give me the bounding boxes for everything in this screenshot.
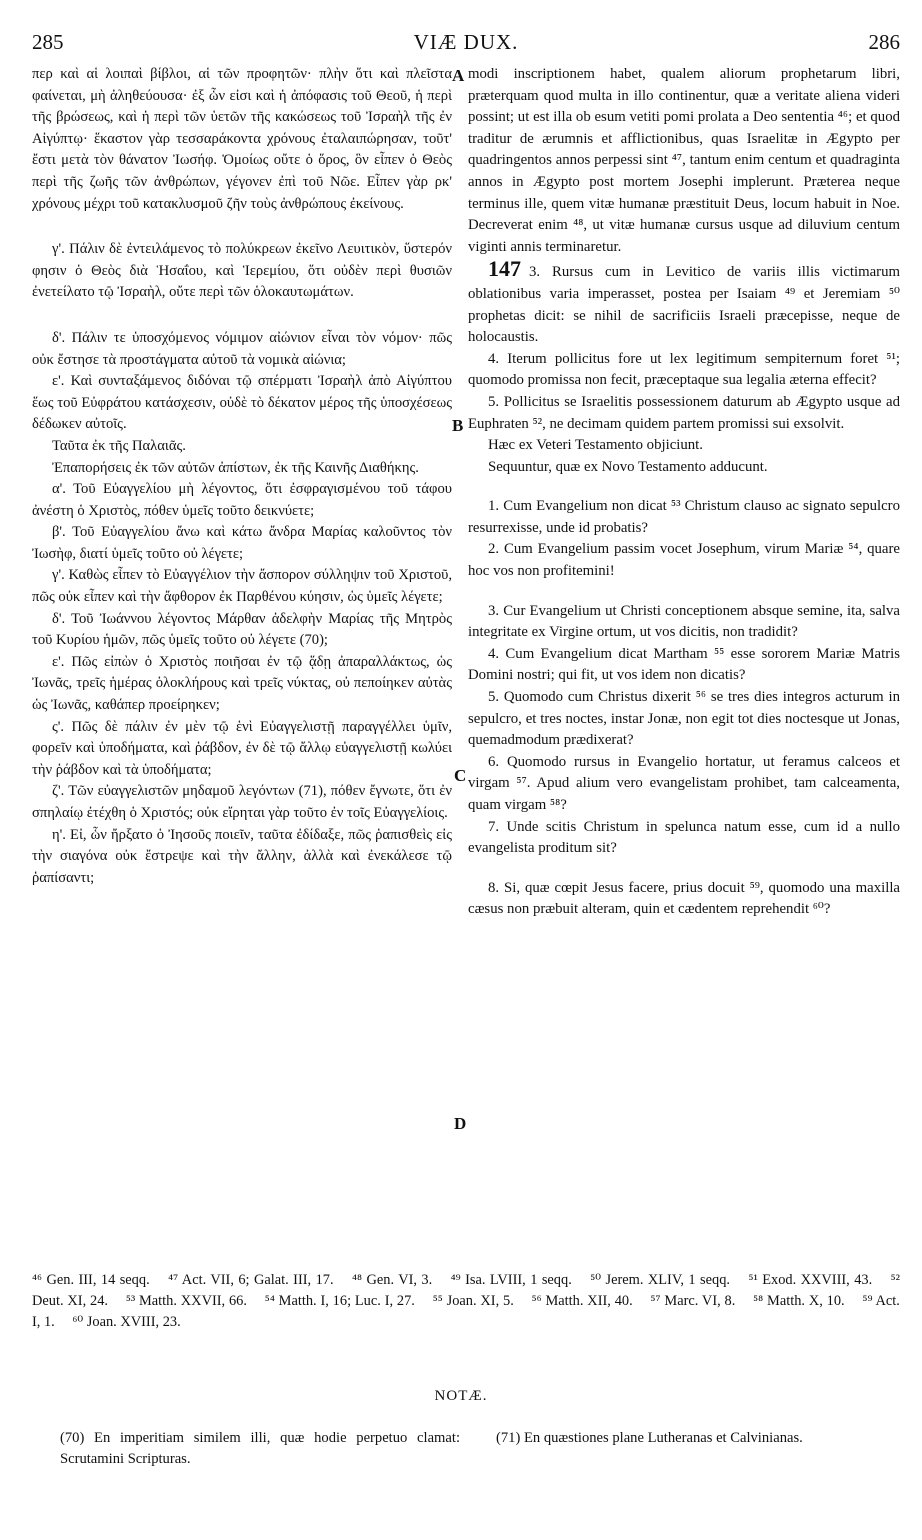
greek-paragraph: περ καὶ αἱ λοιπαὶ βίβλοι, αἱ τῶν προφητῶν· πλὴν ὅτι καὶ πλεῖστα φαίνεται, μὴ ἀληθεύουσα· ἐξ ὧν εἰσι καὶ ἡ ἀπόφασις τοῦ Θεοῦ, ἡ περὶ τῆς βρώσεως, καὶ ἡ περὶ τῶν ὑετῶν τῆς κακώσεως τοῦ Ἰσραὴλ τῆς ἐν Αἰγύπτῳ· ἕκαστον γὰρ τεσσαράκοντα χρόνους ἐταλαιπώρησαν, τοῦτ' ἔστι μετὰ τὸν θάνατον Ἰωσήφ. Ὁμοίως οὔτε ὁ ὅρος, ὃν εἶπεν ὁ Θεὸς περὶ τῆς ζωῆς τῶν ἀνθρώπων, γέγονεν ἐπὶ τοῦ Νῶε. Εἶπεν γὰρ ρκ' χρόνους μέχρι τοῦ κατακλυσμοῦ ζῆν τοὺς ἀνθρώπους ἐκείνους. [32, 66, 452, 212]
greek-paragraph: δ'. Τοῦ Ἰωάννου λέγοντος Μάρθαν ἀδελφὴν Μαρίας τῆς Μητρὸς τοῦ Κυρίου ἡμῶν, πῶς ὑμεῖς τοῦτο οὐ λέγετε (70); [32, 610, 452, 649]
latin-paragraph: 4. Iterum pollicitus fore ut lex legitimum sempiternum foret ⁵¹; quomodo promissa non fecit, præceptaque sua legalia æterna effecit? [468, 350, 900, 389]
running-title: VIÆ DUX. [413, 30, 519, 54]
margin-marker-b: B [452, 416, 464, 435]
footnote: ⁴⁹ Isa. LVIII, 1 seqq. [450, 1272, 572, 1288]
greek-paragraph: ε'. Καὶ συνταξάμενος διδόναι τῷ σπέρματι Ἰσραὴλ ἀπὸ Αἰγύπτου ἕως τοῦ Εὐφράτου κατάσχεσιν, οὐδὲ τὸ δέκατον μέρος τῆς ὑποσχέσεως δέδωκεν αὐτοῖς. [32, 373, 452, 433]
footnote: ⁴⁷ Act. VII, 6; Galat. III, 17. [168, 1272, 334, 1288]
footnote: ⁵² Deut. XI, 24. [32, 1272, 900, 1309]
greek-paragraph: δ'. Πάλιν τε ὑποσχόμενος νόμιμον αἰώνιον εἶναι τὸν νόμον· πῶς οὐκ ἔστησε τὰ προστάγματα αὐτοῦ τὰ νομικὰ αἰώνια; [32, 329, 452, 368]
footnote: ⁴⁸ Gen. VI, 3. [352, 1272, 433, 1288]
note-70: (70) En imperitiam similem illi, quæ hodie perpetuo clamat: Scrutamini Scripturas. [60, 1430, 460, 1467]
greek-paragraph: γ'. Καθὼς εἶπεν τὸ Εὐαγγέλιον τὴν ἄσπορον σύλληψιν τοῦ Χριστοῦ, πῶς οὐκ εἶπεν καὶ τὴν ἄφθορον ἐκ Παρθένου κύησιν, ὡς ὑμεῖς λέγετε; [32, 567, 452, 606]
latin-paragraph: modi inscriptionem habet, qualem aliorum prophetarum libri, præterquam quod multa in illo continentur, quæ a veritate aliena videri possint; ut est illa ob esum vetiti pomi prolata a Deo sententia ⁴⁶; et quod traditur de ærumnis et afflictionibus, quas Israelitæ in Ægypto per quadringentos annos perpessi sint ⁴⁷, tantum enim centum et quadraginta annos in Ægypto post mortem Josephi implerunt. Præterea neque terminus ille, quem vitæ humanæ præstituit Deus, locum habuit in Noe. Decreverat enim ⁴⁸, ut vitæ humanæ cursus usque ad diluvium centum viginti annis terminaretur. [468, 66, 900, 255]
latin-paragraph: 2. Cum Evangelium passim vocet Josephum, virum Mariæ ⁵⁴, quare hoc vos non profitemini! [468, 541, 900, 580]
right-page-number: 286 [868, 30, 900, 54]
footnote: ⁵⁴ Matth. I, 16; Luc. I, 27. [264, 1293, 415, 1309]
section-number: 147 [488, 256, 521, 282]
footnote: ⁵³ Matth. XXVII, 66. [125, 1293, 247, 1309]
footnote: ⁴⁶ Gen. III, 14 seqq. [32, 1272, 150, 1288]
greek-paragraph: ε'. Πῶς εἰπὼν ὁ Χριστὸς ποιῆσαι ἐν τῷ ᾅδῃ ἀπαραλλάκτως, ὡς Ἰωνᾶς, τρεῖς ἡμέρας ὁλοκλήρους καὶ τρεῖς νύκτας, οὐ πεποίηκεν αὐτὰς ὡς Ἰωνᾶς, καθάπερ προείρηκεν; [32, 653, 452, 714]
footnote: ⁶⁰ Joan. XVIII, 23. [72, 1314, 181, 1330]
latin-paragraph: 6. Quomodo rursus in Evangelio hortatur, ut feramus calceos et virgam ⁵⁷. Apud alium vero evangelistam prohibet, tam calceamenta, quam virgam ⁵⁸? [468, 753, 900, 813]
greek-paragraph: γ'. Πάλιν δὲ ἐντειλάμενος τὸ πολύκρεων ἐκεῖνο Λευιτικὸν, ὕστερόν φησιν ὁ Θεὸς διὰ Ἡσαΐου, καὶ Ἱερεμίου, ὅτι οὐδὲν περὶ θυσιῶν ἐνετείλατο τῷ Ἰσραὴλ, οὔτε περὶ τῶν ὁλοκαυτωμάτων. [32, 241, 452, 301]
margin-marker-c: C [454, 766, 467, 785]
footnote: ⁵⁰ Jerem. XLIV, 1 seqq. [590, 1272, 731, 1288]
greek-paragraph: β'. Τοῦ Εὐαγγελίου ἄνω καὶ κάτω ἄνδρα Μαρίας καλοῦντος τὸν Ἰωσὴφ, διατί ὑμεῖς τοῦτο οὐ λέγετε; [32, 524, 452, 562]
greek-paragraph: ς'. Πῶς δὲ πάλιν ἐν μὲν τῷ ἑνὶ Εὐαγγελιστῇ παραγγέλλει ὑμῖν, φορεῖν καὶ ὑποδήματα, καὶ ῥάβδον, ἐν δὲ τῷ ἄλλῳ εὐαγγελιστῇ κωλύει τὴν ῥάβδον καὶ τὰ ὑποδήματα; [32, 718, 452, 778]
latin-paragraph: 8. Si, quæ cœpit Jesus facere, prius docuit ⁵⁹, quomodo una maxilla cæsus non præbuit alteram, quin et cædentem reprehendit ⁶⁰? [468, 879, 900, 918]
footnote: ⁵⁹ Act. I, 1. [32, 1293, 900, 1330]
footnote: ⁵⁸ Matth. X, 10. [753, 1293, 845, 1309]
footnote: ⁵¹ Exod. XXVIII, 43. [748, 1272, 873, 1288]
page-header [32, 30, 900, 60]
latin-paragraph: 4. Cum Evangelium dicat Martham ⁵⁵ esse sororem Mariæ Matris Domini nostri; qui fit, ut vos idem non dicatis? [468, 645, 900, 684]
note-71: (71) En quæstiones plane Lutheranas et Calvinianas. [496, 1430, 803, 1446]
latin-paragraph: 1. Cum Evangelium non dicat ⁵³ Christum clauso ac signato sepulcro resurrexisse, unde id probatis? [468, 498, 900, 536]
margin-marker-d: D [454, 1114, 467, 1133]
left-page-number: 285 [32, 30, 64, 54]
footnotes [32, 1270, 900, 1333]
latin-column [468, 64, 900, 921]
latin-paragraph: 3. Rursus cum in Levitico de variis illis victimarum oblationibus varia imperasset, postea per Isaiam ⁴⁹ et Jeremiam ⁵⁰ prophetas dicit: se nihil de sacrificiis Israeli præcepisse, neque de holocaustis. [468, 264, 900, 346]
latin-paragraph: 7. Unde scitis Christum in spelunca natum esse, cum id a nullo evangelista proditum sit? [468, 818, 900, 857]
notes-heading: NOTÆ. [434, 1388, 488, 1404]
footnote: ⁵⁶ Matth. XII, 40. [531, 1293, 633, 1309]
greek-paragraph: α'. Τοῦ Εὐαγγελίου μὴ λέγοντος, ὅτι ἐσφραγισμένου τοῦ τάφου ἀνέστη ὁ Χριστὸς, πόθεν ὑμεῖς τοῦτο δεικνύετε; [32, 481, 452, 519]
greek-paragraph: Ταῦτα ἐκ τῆς Παλαιᾶς. [52, 437, 186, 454]
footnote: ⁵⁵ Joan. XI, 5. [432, 1293, 514, 1309]
latin-paragraph: Hæc ex Veteri Testamento objiciunt. [488, 437, 703, 454]
latin-paragraph: 5. Quomodo cum Christus dixerit ⁵⁶ se tres dies integros acturum in sepulcro, et tres noctes, instar Jonæ, non egit tot dies noctesque ut Jonas, quemadmodum prædixerat? [468, 689, 900, 749]
latin-paragraph: Sequuntur, quæ ex Novo Testamento adducunt. [488, 458, 768, 475]
margin-marker-a: A [452, 66, 465, 85]
latin-paragraph: 5. Pollicitus se Israelitis possessionem daturum ab Ægypto usque ad Euphraten ⁵², ne decimam quidem partem promissi sui exsolvit. [468, 393, 900, 432]
greek-paragraph: ζ'. Τῶν εὐαγγελιστῶν μηδαμοῦ λεγόντων (71), πόθεν ἔγνωτε, ὅτι ἐν σπηλαίῳ ἐτέχθη ὁ Χριστός; οὐκ εἴρηται γὰρ τοῦτο ἐν τοῖς Εὐαγγελίοις. [32, 783, 452, 821]
greek-paragraph: Ἐπαπορήσεις ἐκ τῶν αὐτῶν ἀπίστων, ἐκ τῆς Καινῆς Διαθήκης. [52, 459, 419, 476]
greek-column [32, 64, 452, 889]
latin-paragraph: 3. Cur Evangelium ut Christi conceptionem absque semine, ita, salva integritate ex Virgine ortum, ut vos dicitis, non tradidit? [468, 602, 900, 641]
greek-paragraph: η'. Εἰ, ὧν ἤρξατο ὁ Ἰησοῦς ποιεῖν, ταῦτα ἐδίδαξε, πῶς ῥαπισθεὶς εἰς τὴν σιαγόνα οὐκ ἔστρεψε καὶ τὴν ἄλλην, ἀλλὰ καὶ ἐνεκάλεσε τῷ ῥαπίσαντι; [32, 826, 452, 886]
footnote: ⁵⁷ Marc. VI, 8. [650, 1293, 736, 1309]
